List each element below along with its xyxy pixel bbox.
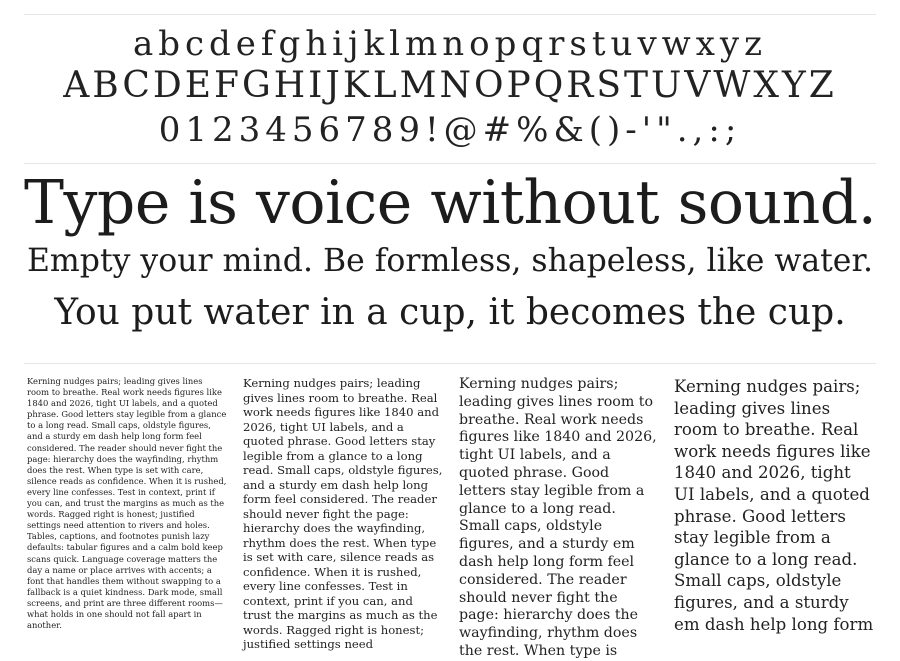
- display-headline: Type is voice without sound.: [24, 168, 877, 238]
- display-subline: Empty your mind. Be formless, shapeless, like water.: [26, 243, 874, 279]
- glyphs-divider: [24, 163, 876, 164]
- display-subline-2: You put water in a cup, it becomes the cup.: [54, 292, 846, 333]
- uppercase-glyph-row: ABCDEFGHIJKLMNOPQRSTUVWXYZ: [63, 65, 837, 106]
- specimen-column-large: Kerning nudges pairs; leading gives lines room to breathe. Real work needs figures like 1840 and 2026, tight UI labels, and a quoted phrase. Good letters stay legible from a glance to a long read. Small caps, oldstyle figures, and a sturdy em dash help long form feel considered. The reader should never fight the page: hierarchy does the wayfinding, rhythm does the rest. When type is: [459, 376, 657, 659]
- specimen-column-medium: Kerning nudges pairs; leading gives lines room to breathe. Real work needs figures like 1840 and 2026, tight UI labels, and a quoted phrase. Good letters stay legible from a glance to a long read. Small caps, oldstyle figures, and a sturdy em dash help long form feel considered. The reader should never fight the page: hierarchy does the wayfinding, rhythm does the rest. When type is set with care, silence reads as confidence. When it is rushed, every line confesses. Test in context, print if you can, and trust the margins as much as the words. Ragged right is honest; justified settings need: [243, 376, 443, 651]
- lowercase-glyph-row: abcdefghijklmnopqrstuvwxyz: [132, 24, 768, 64]
- specimen-column-xlarge: Kerning nudges pairs; leading gives lines room to breathe. Real work needs figures like 1840 and 2026, tight UI labels, and a quoted phrase. Good letters stay legible from a glance to a long read. Small caps, oldstyle figures, and a sturdy em dash help long form: [674, 377, 874, 634]
- specimen-column-small: Kerning nudges pairs; leading gives lines room to breathe. Real work needs figures like 1840 and 2026, tight UI labels, and a quoted phrase. Good letters stay legible from a glance to a long read. Small caps, oldstyle figures, and a sturdy em dash help long form feel considered. The reader should never fight the page: hierarchy does the wayfinding, rhythm does the rest. When type is set with care, silence reads as confidence. When it is rushed, every line confesses. Test in context, print if you can, and trust the margins as much as the words. Ragged right is honest; justified settings need attention to rivers and holes. Tables, captions, and footnotes punish lazy defaults: tabular figures and a calm bold keep scans quick. Language coverage matters the day a name or place arrives with accents; a font that handles them without swapping to a fallback is a quiet kindness. Dark mode, small screens, and print are three different rooms—what holds in one should not fall apart in another.: [27, 376, 227, 631]
- display-divider: [24, 363, 876, 364]
- top-divider: [24, 14, 876, 15]
- figures-punctuation-row: 0123456789!@#%&()-'".,:;: [158, 110, 742, 150]
